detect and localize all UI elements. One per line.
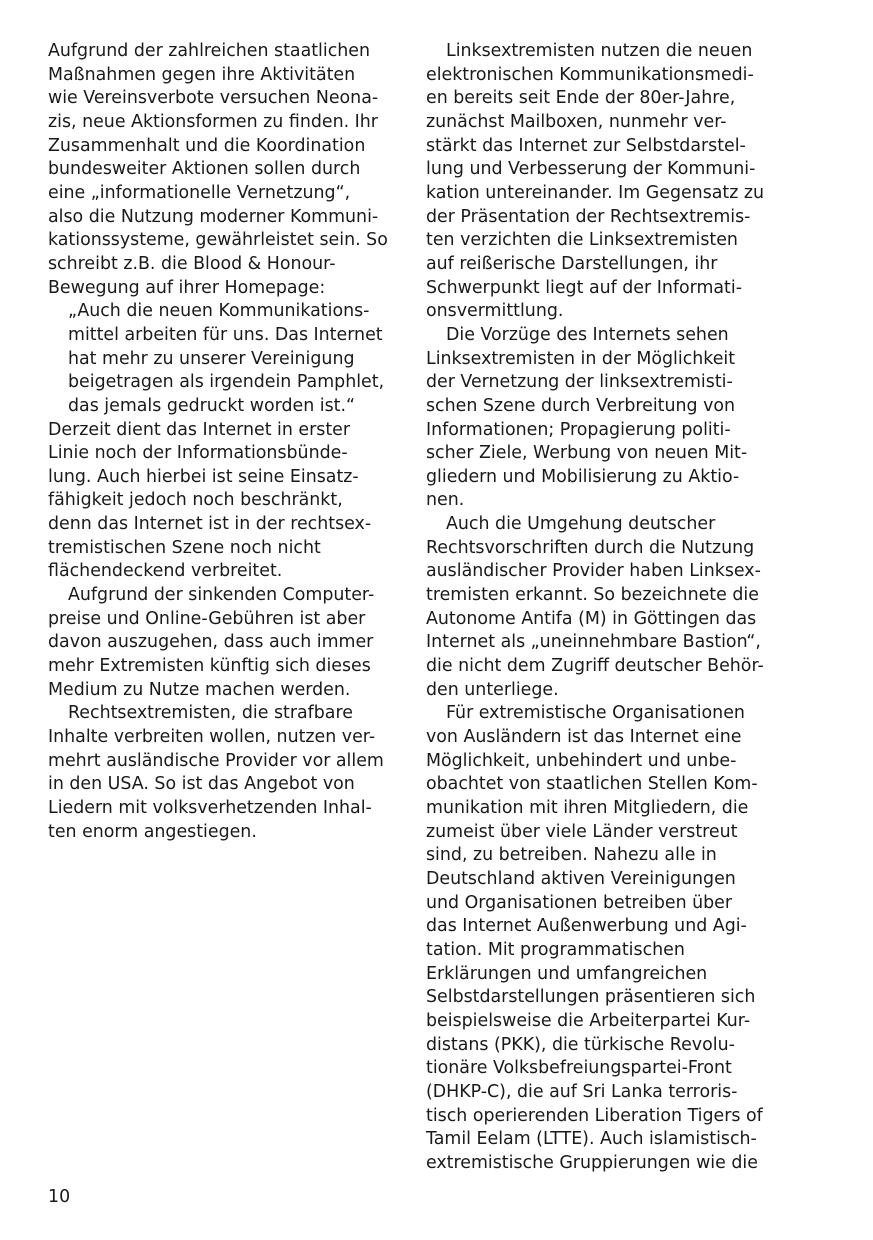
page-number: 10 [48,1187,71,1207]
text-line: tation. Mit programmatischen [426,939,685,960]
right-paragraph-3 [426,513,786,702]
text-line: Selbstdarstellungen präsentieren sich [426,987,756,1008]
text-line: Medium zu Nutze machen werden. [48,679,351,700]
text-line: schen Szene durch Verbreitung von [426,395,736,416]
text-line: beispielsweise die Arbeiterpartei Kur- [426,1010,751,1031]
text-line: elektronischen Kommunikationsmedi- [426,64,754,85]
text-line: bundesweiter Aktionen sollen durch [48,159,361,180]
text-line: fähigkeit jedoch noch beschränkt, [48,490,343,511]
text-line: Deutschland aktiven Vereinigungen [426,868,736,889]
text-line: Die Vorzüge des Internets sehen [446,324,729,345]
right-paragraph-4 [426,702,786,1175]
left-paragraph-3 [48,584,408,702]
text-line: lung und Verbesserung der Kommuni- [426,159,756,180]
text-line: tisch operierenden Liberation Tigers of [426,1105,763,1126]
text-line: lung. Auch hierbei ist seine Einsatz- [48,466,359,487]
left-paragraph-intro [48,40,408,300]
right-paragraph-1 [426,40,786,324]
quote-line: „Auch die neuen Kommunikations- [68,301,370,322]
text-line: zunächst Mailboxen, nunmehr ver- [426,111,727,132]
text-line: schreibt z.B. die Blood & Honour- [48,253,336,274]
text-line: Aufgrund der zahlreichen staatlichen [48,41,371,61]
text-line: Derzeit dient das Internet in erster [48,419,351,440]
text-line: flächendeckend verbreitet. [48,561,283,582]
text-line: Rechtsvorschriften durch die Nutzung [426,537,755,558]
text-line: also die Nutzung moderner Kommuni- [48,206,379,227]
text-line: stärkt das Internet zur Selbstdarstel- [426,135,746,156]
text-line: von Ausländern ist das Internet eine [426,727,742,748]
text-line: Liedern mit volksverhetzenden Inhal- [48,798,372,818]
text-line: der Vernetzung der linksextremisti- [426,372,733,393]
text-line: auf reißerische Darstellungen, ihr [426,253,718,274]
text-line: den unterliege. [426,679,559,700]
text-line: sind, zu betreiben. Nahezu alle in [426,845,717,866]
text-line: Internet als „uneinnehmbare Bastion“, [426,632,761,653]
left-paragraph-2 [48,419,408,585]
quote-line: das jemals gedruckt worden ist.“ [68,395,356,416]
text-line: Linie noch der Informationsbünde- [48,443,348,464]
text-line: obachtet von staatlichen Stellen Kom- [426,774,758,795]
text-line: tremisten erkannt. So bezeichnete die [426,585,759,606]
right-column [426,40,786,1176]
text-line: Maßnahmen gegen ihre Aktivitäten [48,64,356,85]
text-line: Auch die Umgehung deutscher [446,514,716,535]
text-line: Bewegung auf ihrer Homepage: [48,277,326,298]
text-line: die nicht dem Zugriff deutscher Behör- [426,656,764,677]
text-line: (DHKP-C), die auf Sri Lanka terroris- [426,1081,738,1102]
text-line: ten verzichten die Linksextremisten [426,230,738,251]
quote-line: hat mehr zu unserer Vereinigung [68,348,355,369]
text-line: tionäre Volksbefreiungspartei-Front [426,1058,732,1079]
left-column [48,40,408,844]
text-line: Aufgrund der sinkenden Computer- [68,585,375,606]
text-line: preise und Online-Gebühren ist aber [48,608,366,629]
text-line: denn das Internet ist in der rechtsex- [48,514,372,535]
text-line: Möglichkeit, unbehindert und unbe- [426,750,737,771]
block-quote [48,300,408,418]
text-line: Tamil Eelam (LTTE). Auch islamistisch- [426,1129,757,1150]
text-line: der Präsentation der Rechtsextremis- [426,206,751,227]
text-line: zumeist über viele Länder verstreut [426,821,738,842]
left-paragraph-4 [48,702,408,844]
quote-line: mittel arbeiten für uns. Das Internet [68,324,383,345]
text-line: zis, neue Aktionsformen zu finden. Ihr [48,111,378,132]
text-line: Linksextremisten in der Möglichkeit [426,348,736,369]
text-line: kationssysteme, gewährleistet sein. So [48,230,388,251]
text-line: kation untereinander. Im Gegensatz zu [426,182,765,203]
text-line: munikation mit ihren Mitgliedern, die [426,798,749,818]
text-line: Inhalte verbreiten wollen, nutzen ver- [48,727,376,748]
text-line: in den USA. So ist das Angebot von [48,774,355,795]
text-line: Rechtsextremisten, die strafbare [68,703,353,724]
text-line: mehrt ausländische Provider vor allem [48,750,384,771]
right-paragraph-2 [426,324,786,513]
text-line: extremistische Gruppierungen wie die [426,1152,758,1173]
text-line: onsvermittlung. [426,301,564,322]
text-line: ten enorm angestiegen. [48,821,257,842]
text-line: Linksextremisten nutzen die neuen [446,41,753,61]
text-line: Erklärungen und umfangreichen [426,963,708,984]
text-line: Autonome Antifa (M) in Göttingen das [426,608,757,629]
text-line: Für extremistische Organisationen [446,703,745,724]
text-line: en bereits seit Ende der 80er-Jahre, [426,88,736,109]
text-line: ausländischer Provider haben Linksex- [426,561,761,582]
text-line: tremistischen Szene noch nicht [48,537,321,558]
text-line: davon auszugehen, dass auch immer [48,632,374,653]
text-line: wie Vereinsverbote versuchen Neona- [48,88,379,109]
text-line: das Internet Außenwerbung und Agi- [426,916,747,937]
text-line: gliedern und Mobilisierung zu Aktio- [426,466,740,487]
text-line: Schwerpunkt liegt auf der Informati- [426,277,742,298]
text-line: Zusammenhalt und die Koordination [48,135,366,156]
quote-line: beigetragen als irgendein Pamphlet, [68,372,385,393]
text-line: distans (PKK), die türkische Revolu- [426,1034,735,1055]
text-line: nen. [426,490,465,511]
text-line: mehr Extremisten künftig sich dieses [48,656,371,677]
text-line: eine „informationelle Vernetzung“, [48,182,351,203]
text-line: scher Ziele, Werbung von neuen Mit- [426,443,748,464]
text-line: Informationen; Propagierung politi- [426,419,731,440]
text-line: und Organisationen betreiben über [426,892,733,913]
